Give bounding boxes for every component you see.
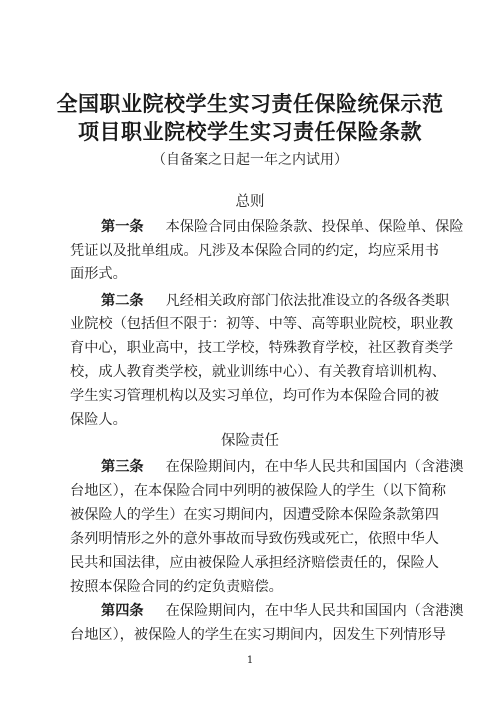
article-3-text-line: 在保险期间内，在中华人民共和国国内（含港澳 xyxy=(165,459,464,475)
article-3-text-line: 民共和国法律，应由被保险人承担经济赔偿责任的，保险人 xyxy=(70,555,439,571)
article-1-text-line: 面形式。 xyxy=(70,266,127,282)
article-4-text-line: 在保险期间内，在中华人民共和国国内（含港澳 xyxy=(165,603,464,619)
page-number: 1 xyxy=(246,655,254,666)
article-2-label: 第二条 xyxy=(101,293,144,309)
article-3-text-line: 被保险人的学生）在实习期间内，因遭受除本保险条款第四 xyxy=(70,507,439,523)
article-2-text-line: 凡经相关政府部门依法批准设立的各级各类职 xyxy=(165,293,450,309)
article-2-text-line: 校，成人教育类学校，就业训练中心）、有关教育培训机构、 xyxy=(70,364,446,380)
article-2-text-line: 育中心，职业高中，技工学校，特殊教育学校，社区教育类学 xyxy=(70,340,454,356)
article-3-first-line xyxy=(101,456,464,478)
document-title-line-1: 全国职业院校学生实习责任保险统保示范 xyxy=(56,92,444,116)
article-1-text-line: 凭证以及批单组成。凡涉及本保险合同的约定，均应采用书 xyxy=(70,243,439,259)
article-2-text-line: 业院校（包括但不限于：初等、中等、高等职业院校，职业教 xyxy=(70,316,454,332)
section-heading-general: 总则 xyxy=(235,194,265,210)
article-2-text-line: 保险人。 xyxy=(70,412,127,428)
article-2-text-line: 学生实习管理机构以及实习单位，均可作为本保险合同的被 xyxy=(70,388,439,404)
article-3-text-line: 按照本保险合同的约定负责赔偿。 xyxy=(70,579,283,595)
article-3-text-line: 台地区），在本保险合同中列明的被保险人的学生（以下简称 xyxy=(70,483,446,499)
article-1-text-line: 本保险合同由保险条款、投保单、保险单、保险 xyxy=(165,219,464,235)
article-4-label: 第四条 xyxy=(101,603,144,619)
document-title-line-2: 项目职业院校学生实习责任保险条款 xyxy=(78,120,422,144)
article-4-first-line xyxy=(101,600,464,622)
article-1-label: 第一条 xyxy=(101,219,144,235)
section-heading-liability: 保险责任 xyxy=(221,433,279,449)
document-subtitle: （自备案之日起一年之内试用） xyxy=(152,152,348,168)
article-2-first-line xyxy=(101,290,449,312)
article-3-text-line: 条列明情形之外的意外事故而导致伤残或死亡，依照中华人 xyxy=(70,531,439,547)
article-3-label: 第三条 xyxy=(101,459,144,475)
article-1-first-line xyxy=(101,216,464,238)
article-4-text-line: 台地区），被保险人的学生在实习期间内，因发生下列情形导 xyxy=(70,627,446,643)
